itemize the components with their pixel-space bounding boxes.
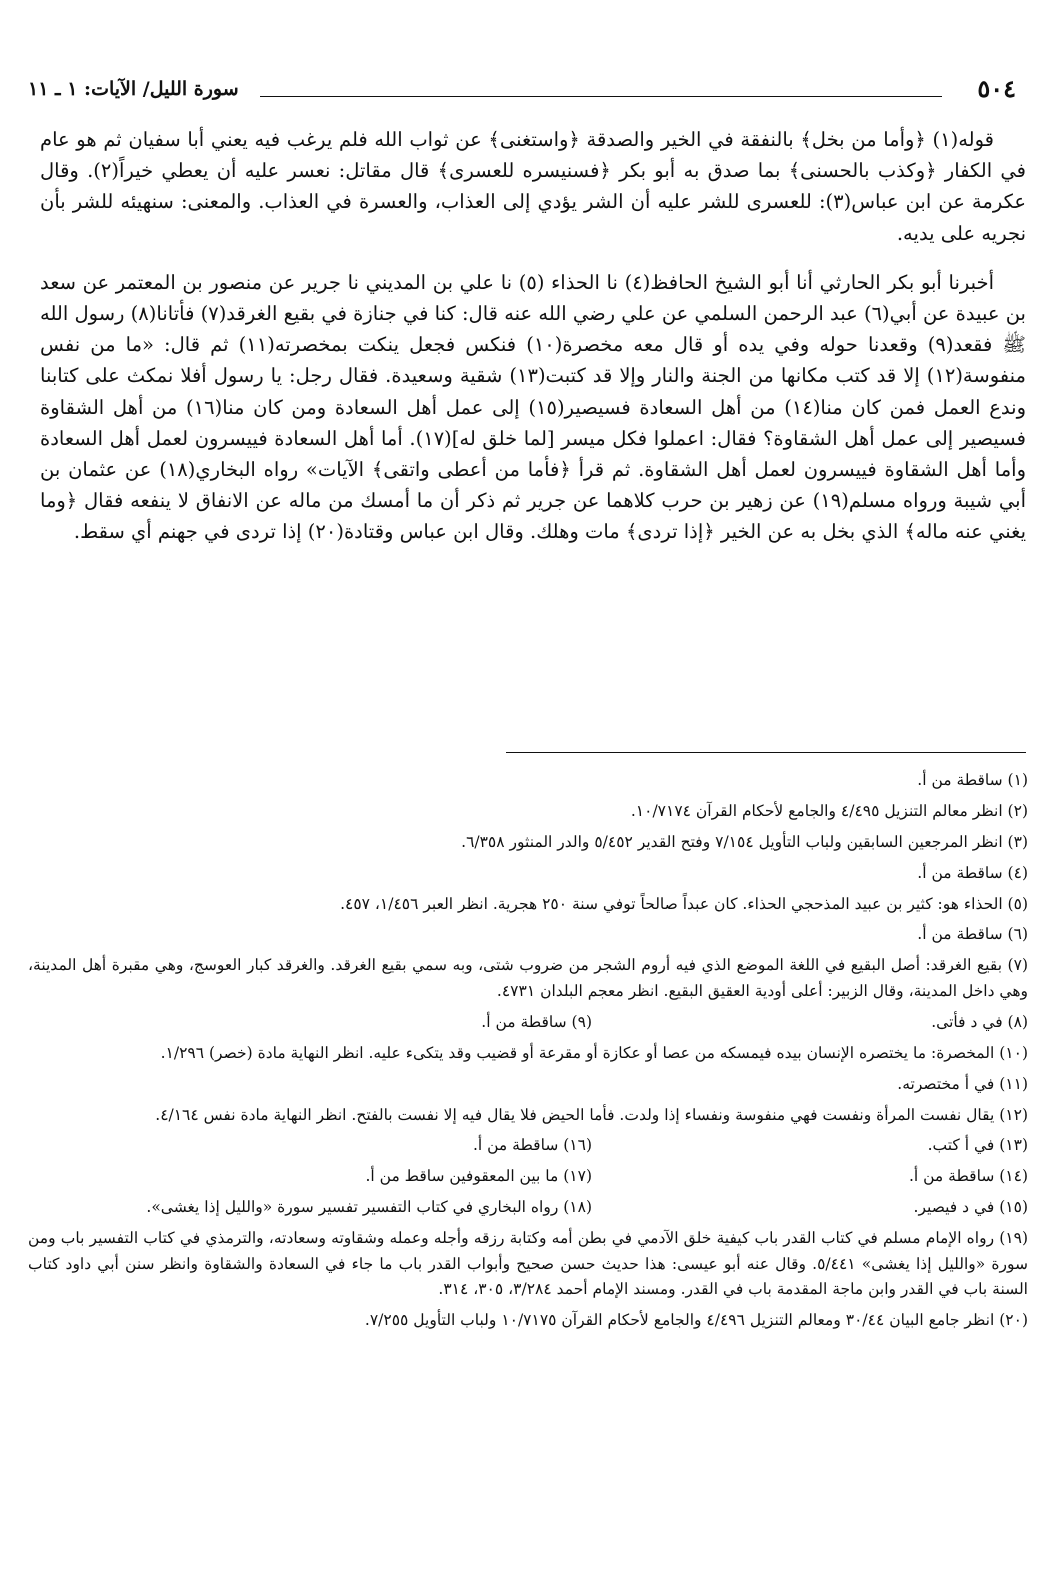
footnote-16: (١٦) ساقطة من أ. [472,1136,592,1155]
footnote-4: (٤) ساقطة من أ. [917,863,1028,882]
footnote-19: (١٩) رواه الإمام مسلم في كتاب القدر باب كيفية خلق الآدمي في بطن أمه وكتابة رزقه وأجله وعمله وشقاوته وسعادته، والترمذي في كتاب التفسير باب ومن سورة «والليل إذا يغشى» ٥/٤٤١. وقال عنه أبو عيسى: هذا حديث حسن صحيح وأبواب القدر باب ما جاء في السعادة والشقاوة وانظر سنن أبي داود كتاب السنة باب في القدر وابن ماجة المقدمة باب في القدر. ومسند الإمام أحمد ٣/٢٨٤، ٣٠٥، ٣١٤. [28,1229,1029,1299]
footnote-7: (٧) بقيع الغرقد: أصل البقيع في اللغة الموضع الذي فيه أروم الشجر من ضروب شتى، وبه سمي بقيع الغرقد. والغرقد كبار العوسج، وهي مقبرة أهل المدينة، وهي داخل المدينة، وقال الزبير: أعلى أودية العقيق البقيع. انظر معجم البلدان ٤٧٣١. [28,956,1028,1000]
footnote-5: (٥) الحذاء هو: كثير بن عبيد المذحجي الحذاء. كان عبداً صالحاً توفي سنة ٢٥٠ هجرية. انظر العبر ١/٤٥٦، ٤٥٧. [340,894,1028,913]
footnote-1: (١) ساقطة من أ. [917,771,1028,789]
footnote-14: (١٤) ساقطة من أ. [908,1167,1028,1186]
page-header [28,72,1028,112]
paragraph-commentary: قوله(١) ﴿وأما من بخل﴾ بالنفقة في الخير والصدقة ﴿واستغنى﴾ عن ثواب الله فلم يرغب فيه يعني أبا سفيان ثم هو عام في الكفار ﴿وكذب بالحسنى﴾ بما صدق به أبو بكر ﴿فسنيسره للعسرى﴾ قال مقاتل: نعسر عليه أن يعطي خيراً(٢). وقال عكرمة عن ابن عباس(٣): للعسرى للشر عليه أن الشر يؤدي إلى العذاب، والعسرة في العذاب. والمعنى: سنهيئه للشر بأن نجريه على يديه. [40,128,1026,245]
running-title: سورة الليل/ الآيات: ١ ـ ١١ [28,78,239,100]
footnote-6: (٦) ساقطة من أ. [917,925,1028,944]
main-text [40,124,1026,548]
footnotes [28,768,1028,1339]
footnote-18: (١٨) رواه البخاري في كتاب التفسير تفسير سورة «والليل إذا يغشى». [146,1198,592,1217]
footnote-13: (١٣) في أ كتب. [927,1136,1028,1155]
footnote-3: (٣) انظر المرجعين السابقين ولباب التأويل ٧/١٥٤ وفتح القدير ٥/٤٥٢ والدر المنثور ٦/٣٥٨. [461,832,1028,851]
footnote-20: (٢٠) انظر جامع البيان ٣٠/٤٤ ومعالم التنزيل ٤/٤٩٦ والجامع لأحكام القرآن ١٠/٧١٧٥ ولباب التأويل ٧/٢٥٥. [364,1311,1028,1330]
header-rule [260,96,942,97]
footnote-9: (٩) ساقطة من أ. [481,1012,592,1031]
paragraph-hadith: أخبرنا أبو بكر الحارثي أنا أبو الشيخ الحافظ(٤) نا الحذاء (٥) نا علي بن المديني نا جرير عن منصور بن المعتمر عن سعد بن عبيدة عن أبي(٦) عبد الرحمن السلمي عن علي رضي الله عنه قال: كنا في جنازة في بقيع الغرقد(٧) فأتانا(٨) رسول الله ﷺ فقعد(٩) وقعدنا حوله وفي يده أو قال معه مخصرة(١٠) فنكس فجعل ينكت بمخصرته(١١) ثم قال: «ما من نفس منفوسة(١٢) إلا قد كتب مكانها من الجنة والنار وإلا قد كتبت(١٣) شقية وسعيدة. فقال رجل: يا رسول أفلا نمكث على كتابنا وندع العمل فمن كان منا(١٤) من أهل السعادة فسيصير(١٥) إلى عمل أهل السعادة ومن كان منا(١٦) من أهل الشقاوة فسيصير إلى عمل أهل الشقاوة؟ فقال: اعملوا فكل ميسر [لما خلق له](١٧). أما أهل السعادة فييسرون لعمل أهل السعادة وأما أهل الشقاوة فييسرون لعمل أهل الشقاوة. ثم قرأ ﴿فأما من أعطى واتقى﴾ الآيات» رواه البخاري(١٨) عن عثمان بن أبي شيبة ورواه مسلم(١٩) عن زهير بن حرب كلاهما عن جرير ثم ذكر أن ما أمسك من ماله عن الانفاق لا ينفعه فقال ﴿وما يغني عنه ماله﴾ الذي بخل به عن الخير ﴿إذا تردى﴾ مات وهلك. وقال ابن عباس وقتادة(٢٠) إذا تردى في جهنم أي سقط. [40,270,1027,544]
footnote-17: (١٧) ما بين المعقوفين ساقط من أ. [365,1167,592,1186]
footnote-row-15-18 [28,1195,1028,1221]
footnote-11: (١١) في أ مختصرته. [897,1074,1028,1093]
footnote-12: (١٢) يقال نفست المرأة ونفست فهي منفوسة ونفساء إذا ولدت. فأما الحيض فلا يقال فيه إلا نفست بالفتح. انظر النهاية مادة نفس ٤/١٦٤. [155,1105,1028,1124]
footnote-divider [506,752,1026,753]
footnote-15: (١٥) في د فيصير. [913,1198,1028,1217]
footnote-10: (١٠) المخصرة: ما يختصره الإنسان بيده فيمسكه من عصا أو عكازة أو مقرعة أو قضيب وقد يتكىء عليه. انظر النهاية مادة (خصر) ١/٢٩٦. [160,1043,1028,1062]
footnote-row-14-17 [28,1164,1028,1190]
page-number: ٥٠٤ [977,74,1016,103]
footnote-8: (٨) في د فأتى. [931,1012,1028,1031]
footnote-row-13-16 [28,1133,1028,1159]
footnote-2: (٢) انظر معالم التنزيل ٤/٤٩٥ والجامع لأحكام القرآن ١٠/٧١٧٤. [630,801,1028,820]
footnote-row-8-9 [28,1010,1028,1036]
